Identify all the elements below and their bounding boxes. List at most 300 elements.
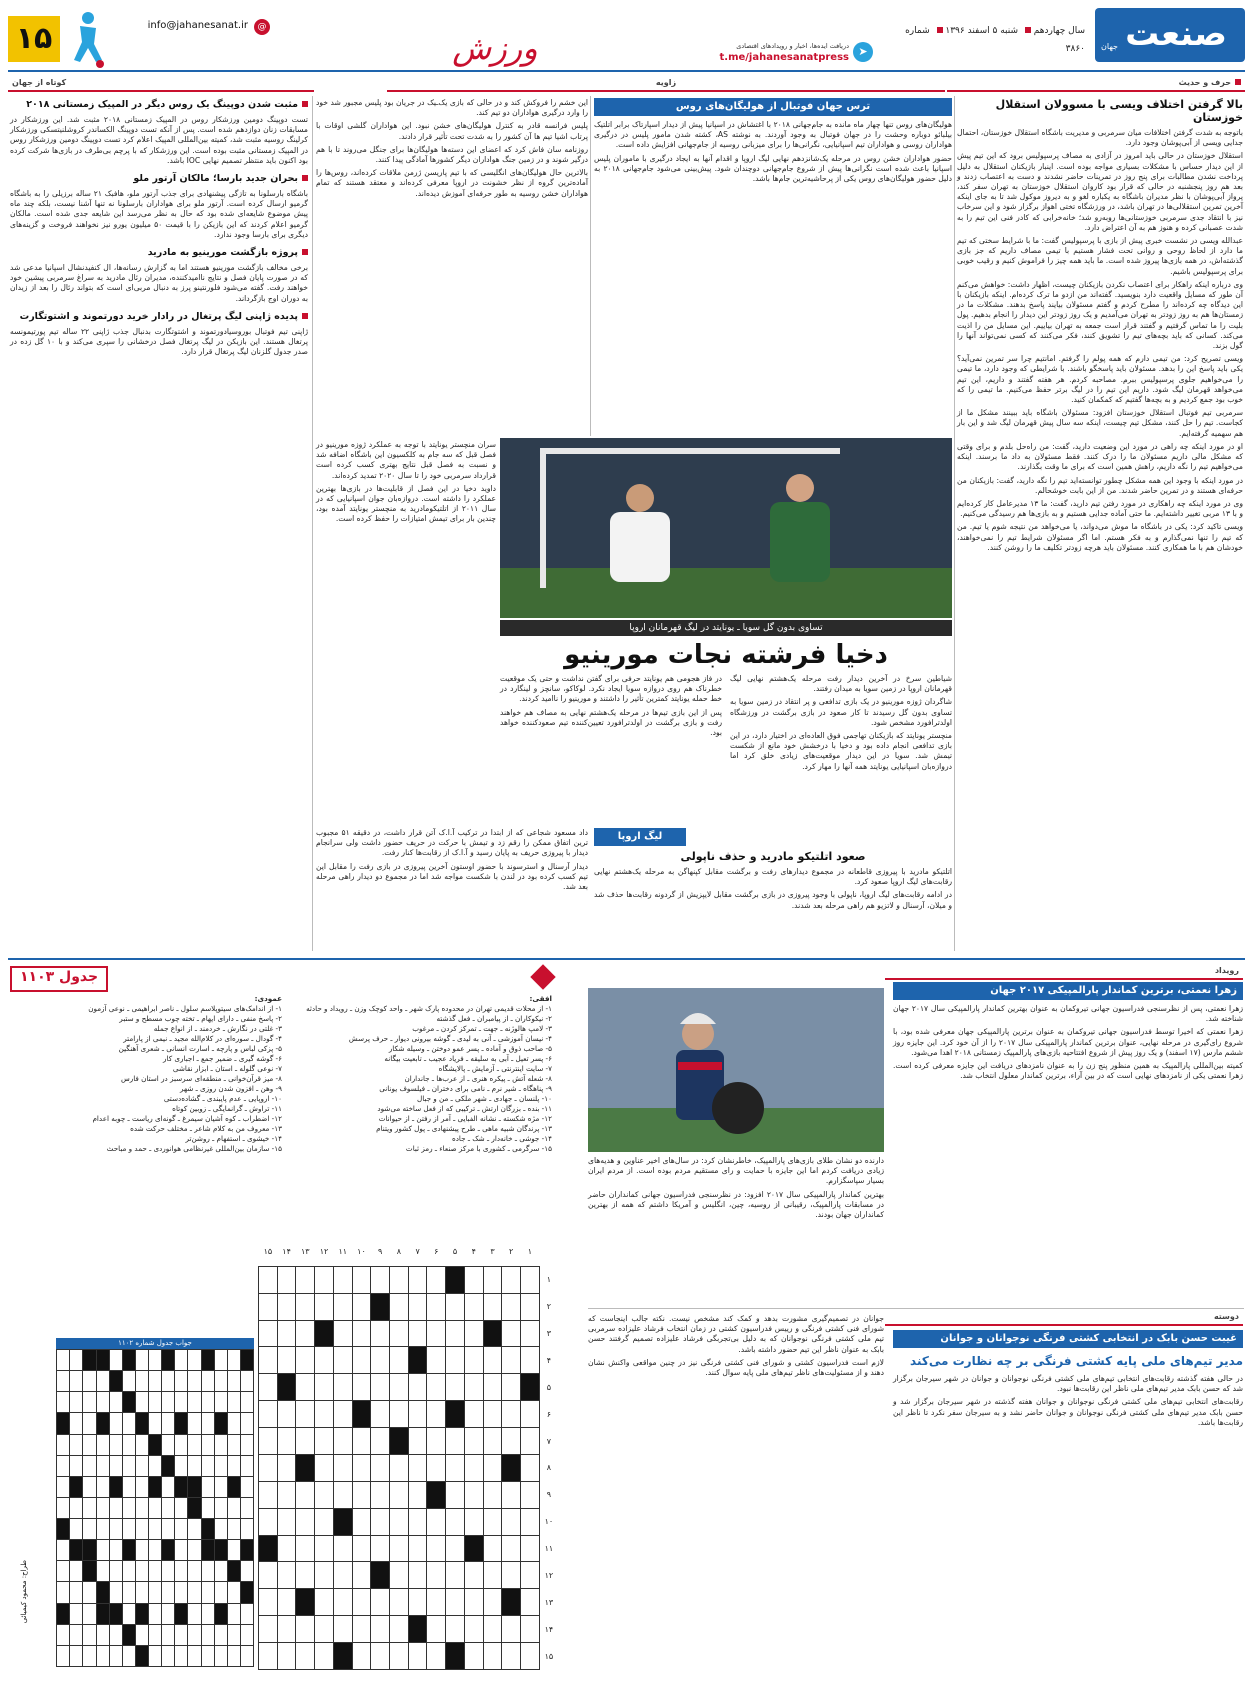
grid-cell[interactable]	[333, 1535, 352, 1562]
grid-cell[interactable]	[390, 1535, 409, 1562]
grid-cell[interactable]	[315, 1508, 334, 1535]
grid-cell[interactable]	[521, 1562, 540, 1589]
grid-cell[interactable]	[446, 1643, 465, 1670]
answer-cell	[201, 1371, 214, 1392]
grid-cell[interactable]	[483, 1401, 502, 1428]
grid-cell[interactable]	[464, 1589, 483, 1616]
grid-cell[interactable]	[315, 1481, 334, 1508]
grid-cell[interactable]	[502, 1535, 521, 1562]
grid-cell[interactable]	[315, 1535, 334, 1562]
grid-cell[interactable]	[464, 1643, 483, 1670]
answer-cell	[162, 1455, 175, 1476]
grid-cell[interactable]	[390, 1589, 409, 1616]
grid-cell[interactable]	[521, 1589, 540, 1616]
news-item	[10, 246, 308, 304]
grid-cell[interactable]	[333, 1562, 352, 1589]
grid-cell[interactable]	[333, 1616, 352, 1643]
nemati-photo	[588, 988, 884, 1152]
grid-cell[interactable]	[315, 1293, 334, 1320]
answer-cell	[96, 1519, 109, 1540]
answer-cell	[214, 1497, 227, 1518]
answer-cell	[83, 1540, 96, 1561]
answer-cell	[83, 1434, 96, 1455]
grid-cell[interactable]	[277, 1428, 296, 1455]
answer-cell	[214, 1434, 227, 1455]
grid-cell[interactable]	[483, 1320, 502, 1347]
grid-cell[interactable]	[333, 1508, 352, 1535]
grid-cell[interactable]	[502, 1293, 521, 1320]
grid-cell[interactable]	[371, 1293, 390, 1320]
grid-cell[interactable]	[352, 1562, 371, 1589]
grid-cell[interactable]	[371, 1428, 390, 1455]
answer-cell	[109, 1624, 122, 1645]
grid-cell[interactable]	[390, 1320, 409, 1347]
article-atletico	[594, 850, 952, 952]
grid-cell[interactable]	[390, 1347, 409, 1374]
grid-cell[interactable]	[259, 1481, 278, 1508]
grid-cell[interactable]	[333, 1481, 352, 1508]
grid-cell[interactable]	[408, 1589, 427, 1616]
grid-cell[interactable]	[521, 1535, 540, 1562]
grid-cell[interactable]	[427, 1320, 446, 1347]
answer-cell	[96, 1476, 109, 1497]
grid-cell[interactable]	[371, 1562, 390, 1589]
grid-cell[interactable]	[371, 1266, 390, 1293]
grid-cell[interactable]	[502, 1266, 521, 1293]
grid-cell[interactable]	[427, 1616, 446, 1643]
grid-cell[interactable]	[259, 1374, 278, 1401]
grid-cell[interactable]	[521, 1266, 540, 1293]
grid-cell[interactable]	[259, 1562, 278, 1589]
grid-cell[interactable]	[259, 1320, 278, 1347]
news-title: پروژه بازگشت مورینیو به مادرید	[10, 246, 308, 259]
grid-cell[interactable]	[502, 1589, 521, 1616]
grid-cell[interactable]	[352, 1347, 371, 1374]
grid-cell[interactable]	[259, 1589, 278, 1616]
grid-cell[interactable]	[483, 1562, 502, 1589]
answer-cell	[240, 1392, 253, 1413]
grid-cell[interactable]	[277, 1347, 296, 1374]
grid-cell[interactable]	[259, 1643, 278, 1670]
grid-cell[interactable]	[296, 1401, 315, 1428]
grid-cell[interactable]	[502, 1374, 521, 1401]
grid-cell[interactable]	[296, 1266, 315, 1293]
grid-cell[interactable]	[427, 1589, 446, 1616]
grid-cell[interactable]	[483, 1266, 502, 1293]
grid-cell[interactable]	[315, 1266, 334, 1293]
grid-cell[interactable]	[296, 1481, 315, 1508]
grid-cell[interactable]	[259, 1401, 278, 1428]
grid-cell[interactable]	[333, 1347, 352, 1374]
grid-cell[interactable]	[390, 1266, 409, 1293]
answer-cell	[175, 1476, 188, 1497]
grid-cell[interactable]	[446, 1320, 465, 1347]
grid-cell[interactable]	[427, 1428, 446, 1455]
grid-cell[interactable]	[483, 1481, 502, 1508]
grid-cell[interactable]	[296, 1508, 315, 1535]
grid-cell[interactable]	[502, 1616, 521, 1643]
grid-cell[interactable]	[277, 1481, 296, 1508]
grid-cell[interactable]	[296, 1616, 315, 1643]
column-divider	[590, 96, 591, 436]
grid-cell[interactable]	[277, 1401, 296, 1428]
grid-cell[interactable]	[333, 1428, 352, 1455]
grid-cell[interactable]	[296, 1320, 315, 1347]
email-box[interactable]	[110, 18, 270, 36]
answer-cell	[57, 1392, 70, 1413]
bullet-icon	[302, 175, 308, 181]
grid-cell[interactable]	[521, 1428, 540, 1455]
grid-cell[interactable]	[502, 1481, 521, 1508]
grid-cell[interactable]	[371, 1589, 390, 1616]
grid-cell[interactable]	[296, 1347, 315, 1374]
grid-cell[interactable]	[502, 1508, 521, 1535]
answer-cell	[240, 1434, 253, 1455]
grid-cell[interactable]	[427, 1508, 446, 1535]
grid-cell[interactable]	[296, 1589, 315, 1616]
answer-cell	[227, 1434, 240, 1455]
grid-cell[interactable]	[259, 1454, 278, 1481]
row-number: ۳	[546, 1329, 552, 1339]
grid-cell[interactable]	[259, 1428, 278, 1455]
grid-cell[interactable]	[464, 1401, 483, 1428]
email-link[interactable]: info@jahanesanat.ir	[147, 20, 248, 31]
grid-cell[interactable]	[427, 1643, 446, 1670]
grid-cell[interactable]	[390, 1616, 409, 1643]
grid-cell[interactable]	[408, 1643, 427, 1670]
grid-cell[interactable]	[296, 1535, 315, 1562]
answer-cell	[122, 1645, 135, 1666]
grid-cell[interactable]	[390, 1401, 409, 1428]
answer-cell	[162, 1350, 175, 1371]
grid-cell[interactable]	[464, 1508, 483, 1535]
grid-cell[interactable]	[446, 1535, 465, 1562]
grid-cell[interactable]	[464, 1454, 483, 1481]
answer-cell	[240, 1582, 253, 1603]
grid-cell[interactable]	[446, 1508, 465, 1535]
grid-cell[interactable]	[296, 1454, 315, 1481]
grid-cell[interactable]	[315, 1347, 334, 1374]
grid-cell[interactable]	[446, 1589, 465, 1616]
answer-cell	[227, 1413, 240, 1434]
answer-cell	[70, 1603, 83, 1624]
grid-cell[interactable]	[483, 1293, 502, 1320]
grid-cell[interactable]	[315, 1562, 334, 1589]
grid-cell[interactable]	[390, 1562, 409, 1589]
grid-cell[interactable]	[446, 1401, 465, 1428]
grid-cell[interactable]	[464, 1320, 483, 1347]
grid-cell[interactable]	[371, 1616, 390, 1643]
grid-cell[interactable]	[483, 1454, 502, 1481]
grid-cell[interactable]	[464, 1616, 483, 1643]
grid-cell[interactable]	[427, 1401, 446, 1428]
grid-cell[interactable]	[446, 1374, 465, 1401]
grid-cell[interactable]	[315, 1616, 334, 1643]
grid-cell[interactable]	[521, 1616, 540, 1643]
grid-cell[interactable]	[296, 1293, 315, 1320]
grid-cell[interactable]	[352, 1401, 371, 1428]
grid-cell[interactable]	[352, 1320, 371, 1347]
grid-cell[interactable]	[521, 1293, 540, 1320]
answer-cell	[188, 1645, 201, 1666]
bullet-icon	[1235, 79, 1241, 85]
grid-cell[interactable]	[371, 1347, 390, 1374]
grid-cell[interactable]	[483, 1535, 502, 1562]
grid-cell[interactable]	[427, 1454, 446, 1481]
grid-cell[interactable]	[352, 1454, 371, 1481]
grid-cell[interactable]	[521, 1454, 540, 1481]
grid-cell[interactable]	[502, 1428, 521, 1455]
telegram-link[interactable]: t.me/jahanesanatpress	[719, 52, 849, 63]
grid-cell[interactable]	[483, 1643, 502, 1670]
grid-cell[interactable]	[427, 1266, 446, 1293]
grid-cell[interactable]	[371, 1401, 390, 1428]
grid-cell[interactable]	[333, 1266, 352, 1293]
grid-cell[interactable]	[502, 1562, 521, 1589]
grid-cell[interactable]	[315, 1643, 334, 1670]
grid-cell[interactable]	[277, 1562, 296, 1589]
grid-cell[interactable]	[521, 1320, 540, 1347]
grid-cell[interactable]	[446, 1266, 465, 1293]
grid-cell[interactable]	[408, 1508, 427, 1535]
grid-cell[interactable]	[464, 1347, 483, 1374]
answer-cell	[149, 1603, 162, 1624]
grid-cell[interactable]	[464, 1374, 483, 1401]
answer-cell	[96, 1497, 109, 1518]
grid-cell[interactable]	[371, 1643, 390, 1670]
answer-cell	[135, 1561, 148, 1582]
grid-cell[interactable]	[277, 1589, 296, 1616]
answer-cell	[122, 1540, 135, 1561]
answer-cell	[70, 1476, 83, 1497]
answer-cell	[109, 1371, 122, 1392]
section-bar: لیگ اروپا	[594, 828, 686, 846]
grid-cell[interactable]	[296, 1562, 315, 1589]
grid-cell[interactable]	[315, 1454, 334, 1481]
grid-cell[interactable]	[427, 1562, 446, 1589]
answer-cell	[188, 1582, 201, 1603]
grid-cell[interactable]	[427, 1535, 446, 1562]
news-item	[10, 310, 308, 358]
grid-cell[interactable]	[277, 1374, 296, 1401]
grid-cell[interactable]	[333, 1374, 352, 1401]
grid-cell[interactable]	[315, 1428, 334, 1455]
grid-cell[interactable]	[315, 1320, 334, 1347]
grid-cell[interactable]	[371, 1535, 390, 1562]
grid-cell[interactable]	[390, 1374, 409, 1401]
grid-cell[interactable]	[446, 1293, 465, 1320]
grid-cell[interactable]	[408, 1428, 427, 1455]
grid-cell[interactable]	[446, 1616, 465, 1643]
grid-cell[interactable]	[352, 1481, 371, 1508]
grid-cell[interactable]	[390, 1481, 409, 1508]
grid-cell[interactable]	[446, 1454, 465, 1481]
grid-cell[interactable]	[333, 1454, 352, 1481]
grid-cell[interactable]	[521, 1347, 540, 1374]
answer-cell	[135, 1624, 148, 1645]
answer-cell	[135, 1476, 148, 1497]
grid-cell[interactable]	[352, 1266, 371, 1293]
grid-cell[interactable]	[277, 1454, 296, 1481]
grid-cell[interactable]	[390, 1454, 409, 1481]
answer-cell	[201, 1645, 214, 1666]
grid-cell[interactable]	[259, 1293, 278, 1320]
answer-cell	[135, 1371, 148, 1392]
grid-cell[interactable]	[483, 1616, 502, 1643]
grid-cell[interactable]	[333, 1589, 352, 1616]
grid-cell[interactable]	[427, 1481, 446, 1508]
grid-cell[interactable]	[259, 1347, 278, 1374]
grid-cell[interactable]	[259, 1508, 278, 1535]
grid-cell[interactable]	[446, 1347, 465, 1374]
divider	[588, 1308, 1244, 1309]
grid-cell[interactable]	[521, 1643, 540, 1670]
answer-cell	[149, 1434, 162, 1455]
grid-cell[interactable]	[483, 1374, 502, 1401]
answer-cell	[122, 1455, 135, 1476]
label-doosteh: دوسته	[885, 1310, 1243, 1326]
grid-cell[interactable]	[408, 1562, 427, 1589]
grid-cell[interactable]	[277, 1320, 296, 1347]
grid-cell[interactable]	[502, 1320, 521, 1347]
grid-cell[interactable]	[259, 1535, 278, 1562]
grid-cell[interactable]	[259, 1266, 278, 1293]
answer-cell	[96, 1645, 109, 1666]
grid-cell[interactable]	[483, 1508, 502, 1535]
grid-cell[interactable]	[333, 1401, 352, 1428]
grid-cell[interactable]	[502, 1643, 521, 1670]
answer-cell	[70, 1519, 83, 1540]
answer-cell	[188, 1413, 201, 1434]
grid-cell[interactable]	[464, 1293, 483, 1320]
grid-cell[interactable]	[352, 1293, 371, 1320]
issue-year: سال چهاردهم	[1033, 26, 1085, 36]
grid-cell[interactable]	[408, 1616, 427, 1643]
grid-cell[interactable]	[352, 1508, 371, 1535]
grid-cell[interactable]	[446, 1428, 465, 1455]
grid-cell[interactable]	[352, 1589, 371, 1616]
answer-cell	[57, 1413, 70, 1434]
grid-cell[interactable]	[464, 1266, 483, 1293]
grid-cell[interactable]	[427, 1374, 446, 1401]
column-number: ۱۲	[319, 1247, 329, 1257]
grid-cell[interactable]	[333, 1643, 352, 1670]
grid-cell[interactable]	[408, 1401, 427, 1428]
grid-cell[interactable]	[277, 1508, 296, 1535]
article-khuzestan	[957, 98, 1243, 950]
grid-cell[interactable]	[390, 1293, 409, 1320]
grid-cell[interactable]	[333, 1320, 352, 1347]
grid-cell[interactable]	[296, 1643, 315, 1670]
answer-cell	[57, 1350, 70, 1371]
grid-cell[interactable]	[315, 1589, 334, 1616]
grid-cell[interactable]	[371, 1481, 390, 1508]
grid-cell[interactable]	[483, 1347, 502, 1374]
answer-cell	[201, 1350, 214, 1371]
label-rooydad: رویداد	[885, 964, 1243, 980]
grid-cell[interactable]	[277, 1293, 296, 1320]
grid-cell[interactable]	[352, 1428, 371, 1455]
grid-cell[interactable]	[277, 1266, 296, 1293]
grid-cell[interactable]	[259, 1616, 278, 1643]
grid-cell[interactable]	[521, 1374, 540, 1401]
grid-cell[interactable]	[315, 1374, 334, 1401]
grid-cell[interactable]	[464, 1428, 483, 1455]
grid-cell[interactable]	[277, 1616, 296, 1643]
grid-cell[interactable]	[333, 1293, 352, 1320]
answer-cell	[240, 1497, 253, 1518]
answer-cell	[122, 1434, 135, 1455]
grid-cell[interactable]	[502, 1347, 521, 1374]
grid-cell[interactable]	[371, 1320, 390, 1347]
grid-cell[interactable]	[483, 1428, 502, 1455]
answer-cell	[175, 1434, 188, 1455]
grid-cell[interactable]	[427, 1293, 446, 1320]
grid-cell[interactable]	[502, 1401, 521, 1428]
grid-cell[interactable]	[408, 1481, 427, 1508]
answer-cell	[214, 1603, 227, 1624]
grid-cell[interactable]	[390, 1428, 409, 1455]
grid-cell[interactable]	[371, 1374, 390, 1401]
answer-cell	[201, 1624, 214, 1645]
grid-cell[interactable]	[371, 1508, 390, 1535]
grid-cell[interactable]	[408, 1320, 427, 1347]
grid-cell[interactable]	[408, 1266, 427, 1293]
grid-cell[interactable]	[352, 1616, 371, 1643]
grid-cell[interactable]	[446, 1562, 465, 1589]
grid-cell[interactable]	[277, 1535, 296, 1562]
grid-cell[interactable]	[352, 1643, 371, 1670]
grid-cell[interactable]	[446, 1481, 465, 1508]
grid-cell[interactable]	[390, 1643, 409, 1670]
answer-cell	[162, 1371, 175, 1392]
answer-cell	[83, 1645, 96, 1666]
grid-cell[interactable]	[408, 1454, 427, 1481]
grid-cell[interactable]	[427, 1347, 446, 1374]
grid-cell[interactable]	[521, 1481, 540, 1508]
grid-cell[interactable]	[464, 1562, 483, 1589]
grid-cell[interactable]	[315, 1401, 334, 1428]
grid-cell[interactable]	[296, 1374, 315, 1401]
grid-cell[interactable]	[390, 1508, 409, 1535]
grid-cell[interactable]	[521, 1508, 540, 1535]
grid-cell[interactable]	[352, 1374, 371, 1401]
grid-cell[interactable]	[502, 1454, 521, 1481]
grid-cell[interactable]	[371, 1454, 390, 1481]
grid-cell[interactable]	[408, 1347, 427, 1374]
answer-cell	[109, 1413, 122, 1434]
grid-cell[interactable]	[483, 1589, 502, 1616]
grid-cell[interactable]	[277, 1643, 296, 1670]
grid-cell[interactable]	[408, 1374, 427, 1401]
grid-cell[interactable]	[408, 1293, 427, 1320]
telegram-promo[interactable]	[683, 40, 873, 68]
answer-cell	[70, 1540, 83, 1561]
answer-cell	[149, 1455, 162, 1476]
grid-cell[interactable]	[464, 1481, 483, 1508]
answer-cell	[57, 1561, 70, 1582]
grid-cell[interactable]	[521, 1401, 540, 1428]
grid-cell[interactable]	[352, 1535, 371, 1562]
grid-cell[interactable]	[296, 1428, 315, 1455]
grid-cell[interactable]	[464, 1535, 483, 1562]
answer-cell	[57, 1476, 70, 1497]
answer-cell	[149, 1392, 162, 1413]
answer-cell	[149, 1497, 162, 1518]
answer-cell	[135, 1455, 148, 1476]
answer-cell	[201, 1497, 214, 1518]
grid-cell[interactable]	[408, 1535, 427, 1562]
